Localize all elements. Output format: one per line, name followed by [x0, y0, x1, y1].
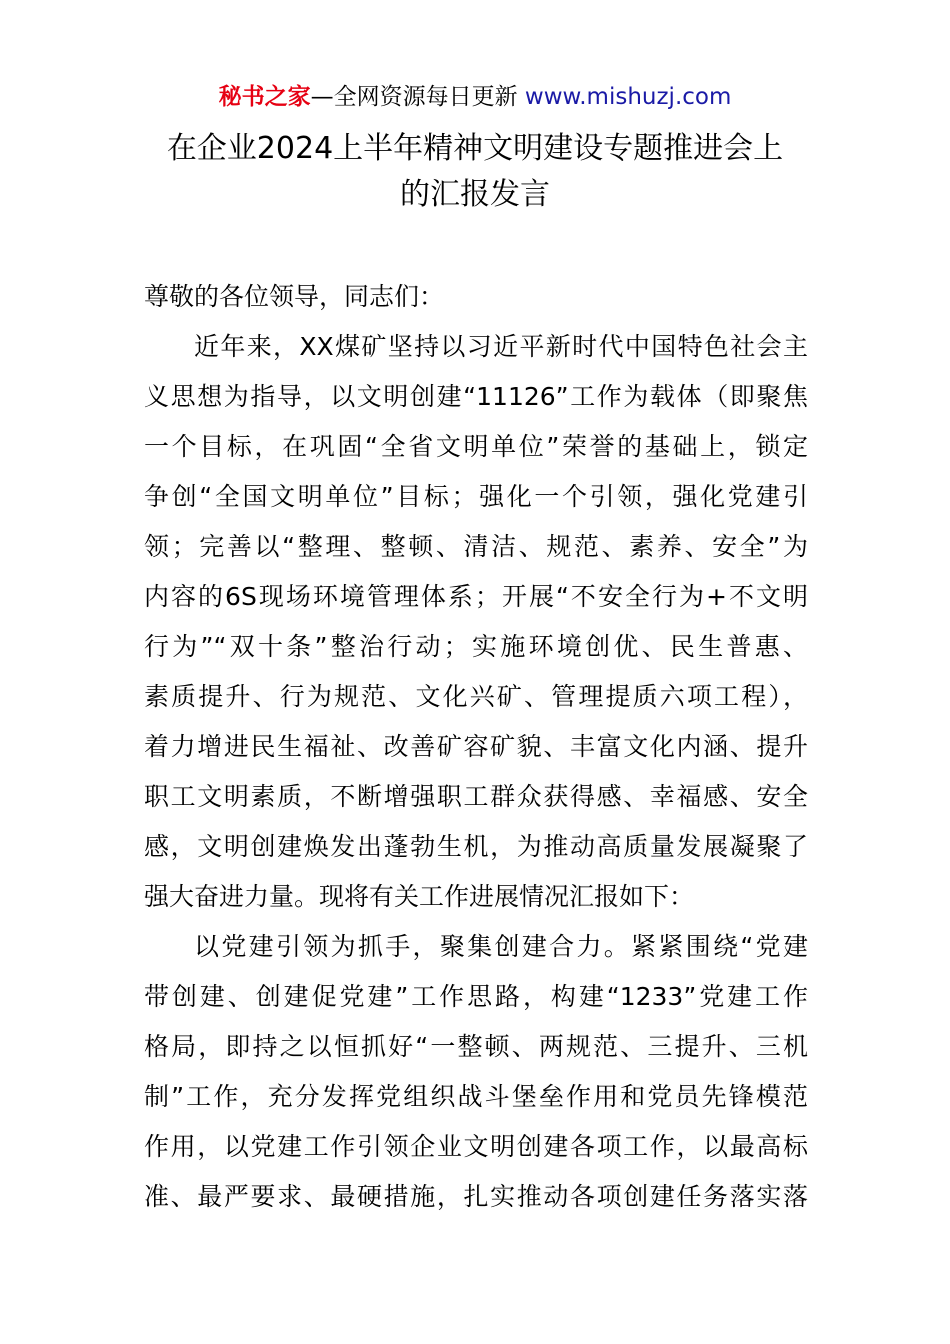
paragraph-line: 内容的6S现场环境管理体系；开展“不安全行为+不文明 [144, 582, 808, 611]
header-dash: — [310, 84, 334, 110]
paragraph-line: 义思想为指导，以文明创建“11126”工作为载体（即聚焦 [144, 382, 808, 411]
paragraph-line: 争创“全国文明单位”目标；强化一个引领，强化党建引 [144, 482, 808, 511]
paragraph-line: 一个目标，在巩固“全省文明单位”荣誉的基础上，锁定 [144, 432, 808, 461]
paragraph-line: 领；完善以“整理、整顿、清洁、规范、素养、安全”为 [144, 532, 808, 561]
greeting: 尊敬的各位领导，同志们： [144, 282, 445, 311]
document-title [120, 126, 830, 218]
paragraph-line: 职工文明素质，不断增强职工群众获得感、幸福感、安全 [144, 782, 808, 811]
site-header [0, 80, 950, 114]
paragraph-line: 近年来，XX煤矿坚持以习近平新时代中国特色社会主 [194, 332, 808, 361]
paragraph-line: 制”工作，充分发挥党组织战斗堡垒作用和党员先锋模范 [144, 1082, 808, 1111]
title-line-2: 的汇报发言 [400, 177, 550, 212]
site-url[interactable]: www.mishuzj.com [524, 84, 732, 110]
paragraph-line: 着力增进民生福祉、改善矿容矿貌、丰富文化内涵、提升 [144, 732, 808, 761]
title-line-1: 在企业2024上半年精神文明建设专题推进会上 [166, 131, 784, 166]
paragraph-line: 作用，以党建工作引领企业文明创建各项工作，以最高标 [144, 1132, 808, 1161]
paragraph-line: 准、最严要求、最硬措施，扎实推动各项创建任务落实落 [144, 1182, 808, 1211]
paragraph-line: 格局，即持之以恒抓好“一整顿、两规范、三提升、三机 [144, 1032, 808, 1061]
document-body [144, 272, 808, 1222]
paragraph-line: 素质提升、行为规范、文化兴矿、管理提质六项工程）， [144, 682, 808, 711]
paragraph-line: 行为”“双十条”整治行动；实施环境创优、民生普惠、 [144, 632, 808, 661]
paragraph-line: 带创建、创建促党建”工作思路，构建“1233”党建工作 [144, 982, 808, 1011]
paragraph-line: 强大奋进力量。现将有关工作进展情况汇报如下： [144, 882, 695, 911]
header-slogan: 全网资源每日更新 [333, 84, 518, 110]
brand-name: 秘书之家 [218, 84, 311, 110]
paragraph-1 [144, 322, 808, 922]
paragraph-2 [144, 922, 808, 1222]
paragraph-line: 感，文明创建焕发出蓬勃生机，为推动高质量发展凝聚了 [144, 832, 808, 861]
paragraph-line: 以党建引领为抓手，聚集创建合力。紧紧围绕“党建 [194, 932, 808, 961]
